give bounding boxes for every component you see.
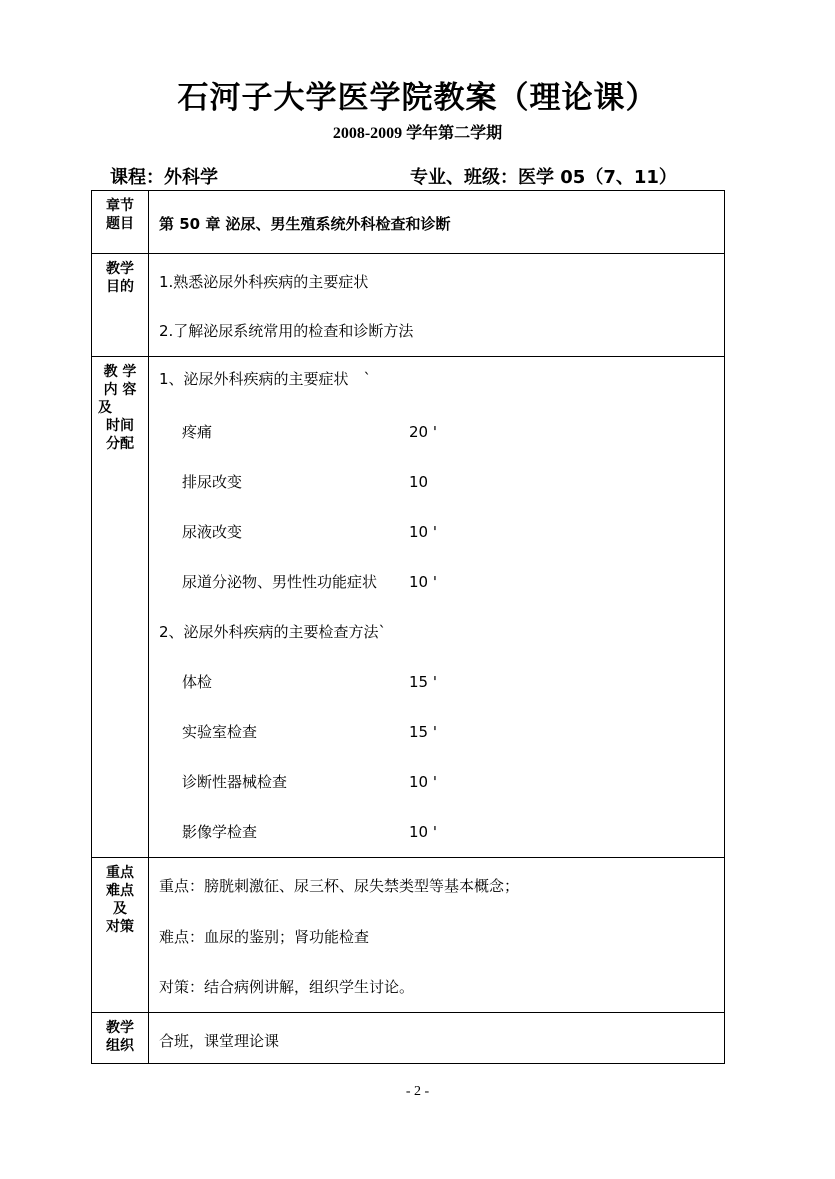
objectives-cell: [149, 254, 725, 357]
objectives-label: 教学 目的: [92, 254, 149, 357]
item-minutes: 15 ': [409, 723, 437, 741]
chapter-title-cell: [149, 191, 725, 254]
chapter-row: [92, 191, 725, 254]
content-label: 教 学 内 容 及 时间 分配: [92, 357, 149, 858]
major-class: 专业、班级：医学 05（7、11）: [410, 167, 677, 188]
item-name: 排尿改变: [182, 473, 243, 491]
objective-item: 2.了解泌尿系统常用的检查和诊断方法: [159, 322, 414, 340]
item-name: 诊断性器械检查: [182, 773, 288, 791]
item-minutes: 10 ': [409, 773, 437, 791]
objective-item: 1.熟悉泌尿外科疾病的主要症状: [159, 273, 369, 291]
content-row: [92, 357, 725, 858]
section-heading: 2、泌尿外科疾病的主要检查方法`: [159, 623, 387, 641]
item-minutes: 10 ': [409, 523, 437, 541]
item-minutes: 20 ': [409, 423, 437, 441]
page-number: - 2 -: [405, 1084, 430, 1099]
objectives-row: [92, 254, 725, 357]
content-item: [149, 407, 724, 457]
key-point-item: 重点：膀胱刺激征、尿三杯、尿失禁类型等基本概念；: [159, 877, 520, 895]
item-minutes: 10: [409, 473, 429, 491]
chapter-title: 第 50 章 泌尿、男生殖系统外科检查和诊断: [159, 215, 451, 233]
content-cell: [149, 357, 725, 858]
organization-cell: [149, 1013, 725, 1064]
item-minutes: 10 ': [409, 573, 437, 591]
item-name: 实验室检查: [182, 723, 258, 741]
organization-label: 教学 组织: [92, 1013, 149, 1064]
organization-text: 合班，课堂理论课: [159, 1032, 280, 1050]
content-item: [149, 657, 724, 707]
key-points-row: [92, 858, 725, 1013]
key-point-item: 对策：结合病例讲解，组织学生讨论。: [159, 978, 415, 996]
key-point-item: 难点：血尿的鉴别；肾功能检查: [159, 928, 370, 946]
item-name: 影像学检查: [182, 823, 258, 841]
content-item: [149, 557, 724, 607]
item-name: 尿道分泌物、男性性功能症状: [182, 573, 378, 591]
course-name: 课程：外科学: [110, 167, 218, 188]
content-item: [149, 507, 724, 557]
content-item: [149, 707, 724, 757]
section-heading: 1、泌尿外科疾病的主要症状 `: [159, 370, 372, 388]
key-points-cell: [149, 858, 725, 1013]
content-item: [149, 807, 724, 857]
item-minutes: 15 ': [409, 673, 437, 691]
item-minutes: 10 ': [409, 823, 437, 841]
item-name: 尿液改变: [182, 523, 243, 541]
key-points-label: 重点 难点 及 对策: [92, 858, 149, 1013]
document-title: 石河子大学医学院教案（理论课）: [177, 80, 658, 116]
chapter-label: 章节 题目: [92, 191, 149, 254]
content-item: [149, 457, 724, 507]
lesson-plan-table: [91, 190, 725, 1064]
academic-term: 2008-2009 学年第二学期: [332, 125, 503, 142]
item-name: 体检: [182, 673, 213, 691]
content-item: [149, 757, 724, 807]
item-name: 疼痛: [182, 423, 213, 441]
organization-row: [92, 1013, 725, 1064]
